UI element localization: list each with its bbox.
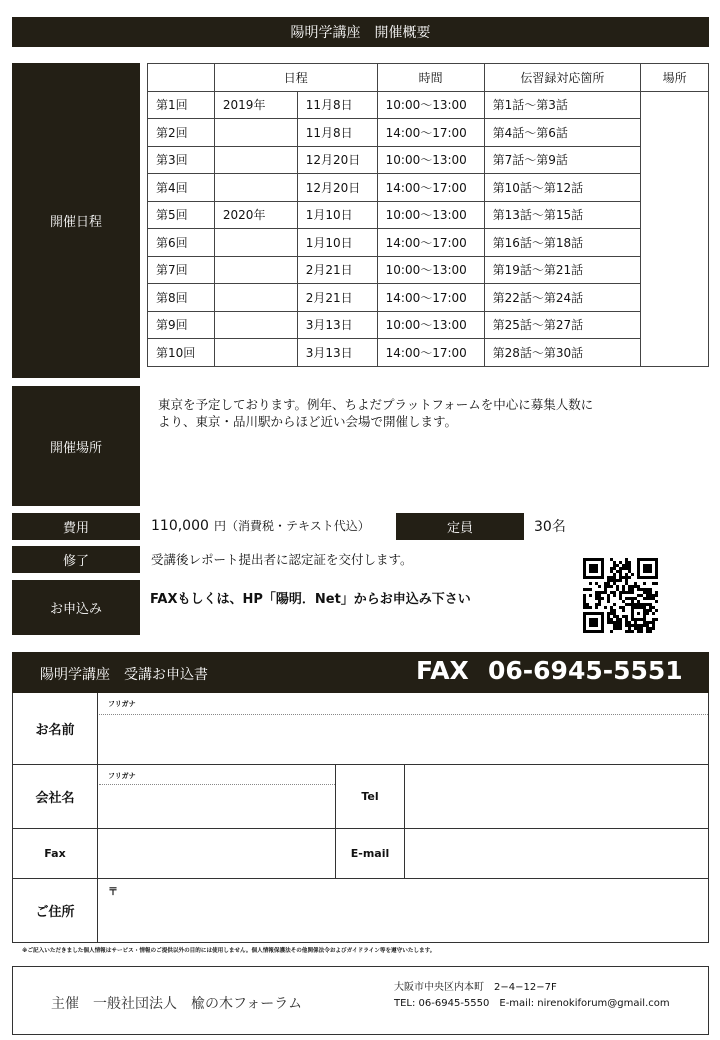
fee-value [151,515,370,534]
company-furigana-label: フリガナ [108,772,136,780]
form-row-fax [13,829,708,879]
venue-label-block [12,386,140,506]
cell-time: 14:00〜17:00 [377,119,484,147]
cell-chapters: 第22話〜第24話 [484,284,641,312]
cell-session-number: 第10回 [148,339,215,367]
schedule-label-block [12,63,140,378]
col-header-place: 場所 [641,64,709,92]
col-header-time: 時間 [377,64,484,92]
cell-session-number: 第8回 [148,284,215,312]
table-row [148,311,709,339]
table-row [148,146,709,174]
completion-text: 受講後レポート提出者に認定証を交付します。 [151,552,413,567]
cell-chapters: 第25話〜第27話 [484,311,641,339]
cell-session-number: 第3回 [148,146,215,174]
cell-date: 1月10日 [297,229,377,257]
cell-session-number: 第2回 [148,119,215,147]
form-fax-label: FAX [416,656,469,685]
cell-year [214,284,297,312]
name-input[interactable] [99,715,708,764]
cell-time: 10:00〜13:00 [377,256,484,284]
email-label: E-mail [335,829,405,878]
capacity-label: 定員 [446,521,473,536]
name-furigana-label: フリガナ [108,700,136,708]
cell-time: 14:00〜17:00 [377,229,484,257]
postal-mark: 〒 [108,887,118,898]
cell-time: 14:00〜17:00 [377,284,484,312]
fee-note: 円（消費税・テキスト代込） [214,519,370,533]
cell-time: 10:00〜13:00 [377,91,484,119]
cell-date: 12月20日 [297,146,377,174]
cell-chapters: 第13話〜第15話 [484,201,641,229]
cell-chapters: 第10話〜第12話 [484,174,641,202]
form-header-bar [12,652,709,693]
cell-session-number: 第1回 [148,91,215,119]
form-fax-number: 06-6945-5551 [488,656,683,685]
cell-session-number: 第5回 [148,201,215,229]
company-input[interactable] [99,765,335,828]
cell-chapters: 第28話〜第30話 [484,339,641,367]
cell-year [214,119,297,147]
cell-year [214,174,297,202]
cell-session-number: 第7回 [148,256,215,284]
cell-chapters: 第7話〜第9話 [484,146,641,174]
cell-year: 2020年 [214,201,297,229]
venue-text-line2: より、東京・品川駅からほど近い会場で開催します。 [158,414,458,429]
fax-field-label: Fax [13,829,98,878]
page-title: 陽明学講座 開催概要 [290,25,431,41]
form-row-name [13,693,708,765]
apply-label: お申込み [49,602,102,617]
cell-year [214,229,297,257]
venue-label: 開催場所 [49,440,102,456]
footer-organizer: 主催 一般社団法人 楡の木フォーラム [51,996,303,1012]
cell-date: 12月20日 [297,174,377,202]
cell-time: 10:00〜13:00 [377,201,484,229]
completion-label: 修了 [62,554,89,569]
cell-session-number: 第9回 [148,311,215,339]
apply-label-block [12,580,140,635]
cell-time: 14:00〜17:00 [377,174,484,202]
completion-label-block [12,546,140,573]
cell-time: 10:00〜13:00 [377,146,484,174]
cell-year [214,339,297,367]
form-title: 陽明学講座 受講お申込書 [40,667,208,683]
tel-label: Tel [335,765,405,828]
table-row [148,284,709,312]
cell-session-number: 第4回 [148,174,215,202]
table-row [148,339,709,367]
cell-year [214,146,297,174]
table-header-empty [148,64,215,92]
schedule-label: 開催日程 [49,215,102,230]
cell-date: 3月13日 [297,311,377,339]
cell-time: 10:00〜13:00 [377,311,484,339]
venue-text [158,396,698,430]
table-header-row [148,64,709,92]
fee-amount: 110,000 [151,518,209,534]
cell-date: 11月8日 [297,91,377,119]
cell-chapters: 第4話〜第6話 [484,119,641,147]
fee-label-block [12,513,140,540]
cell-date: 3月13日 [297,339,377,367]
address-input[interactable] [99,879,708,942]
col-header-date: 日程 [214,64,377,92]
table-row [148,201,709,229]
privacy-note: ※ご記入いただきました個人情報はサービス・情報のご提供以外の目的には使用しません。個人情報保護法その他関係法令およびガイドライン等を遵守いたします。 [22,948,436,954]
cell-date: 1月10日 [297,201,377,229]
cell-session-number: 第6回 [148,229,215,257]
application-form [12,693,709,943]
cell-chapters: 第1話〜第3話 [484,91,641,119]
col-header-chapters: 伝習録対応箇所 [484,64,641,92]
cell-chapters: 第16話〜第18話 [484,229,641,257]
email-input[interactable] [406,829,708,878]
address-label: ご住所 [13,879,98,942]
capacity-label-block [396,513,524,540]
form-row-address [13,879,708,942]
cell-date: 11月8日 [297,119,377,147]
table-row [148,229,709,257]
company-label: 会社名 [13,765,98,828]
cell-time: 14:00〜17:00 [377,339,484,367]
cell-date: 2月21日 [297,256,377,284]
cell-chapters: 第19話〜第21話 [484,256,641,284]
capacity-value: 30名 [534,519,566,535]
footer-address: 大阪市中央区内本町 2−4−12−7F [394,982,557,993]
cell-date: 2月21日 [297,284,377,312]
name-label: お名前 [13,693,98,764]
table-row [148,174,709,202]
footer-box [12,966,709,1035]
table-row [148,256,709,284]
cell-year [214,256,297,284]
cell-year: 2019年 [214,91,297,119]
apply-text: FAXもしくは、HP「陽明．Net」からお申込み下さい [150,592,471,607]
cell-year [214,311,297,339]
header-bar [12,17,709,47]
tel-input[interactable] [406,765,708,828]
name-furigana-input[interactable] [99,693,708,714]
cell-place [641,91,709,366]
schedule-table [147,63,709,367]
footer-contact: TEL: 06-6945-5550 E-mail: nirenokiforum@gmail.com [394,998,670,1009]
table-row [148,91,709,119]
venue-text-line1: 東京を予定しております。例年、ちよだプラットフォームを中心に募集人数に [158,397,594,412]
fee-label: 費用 [62,521,89,536]
form-row-company [13,765,708,829]
fax-input[interactable] [99,829,335,878]
table-row [148,119,709,147]
qr-code-icon[interactable] [583,558,658,633]
